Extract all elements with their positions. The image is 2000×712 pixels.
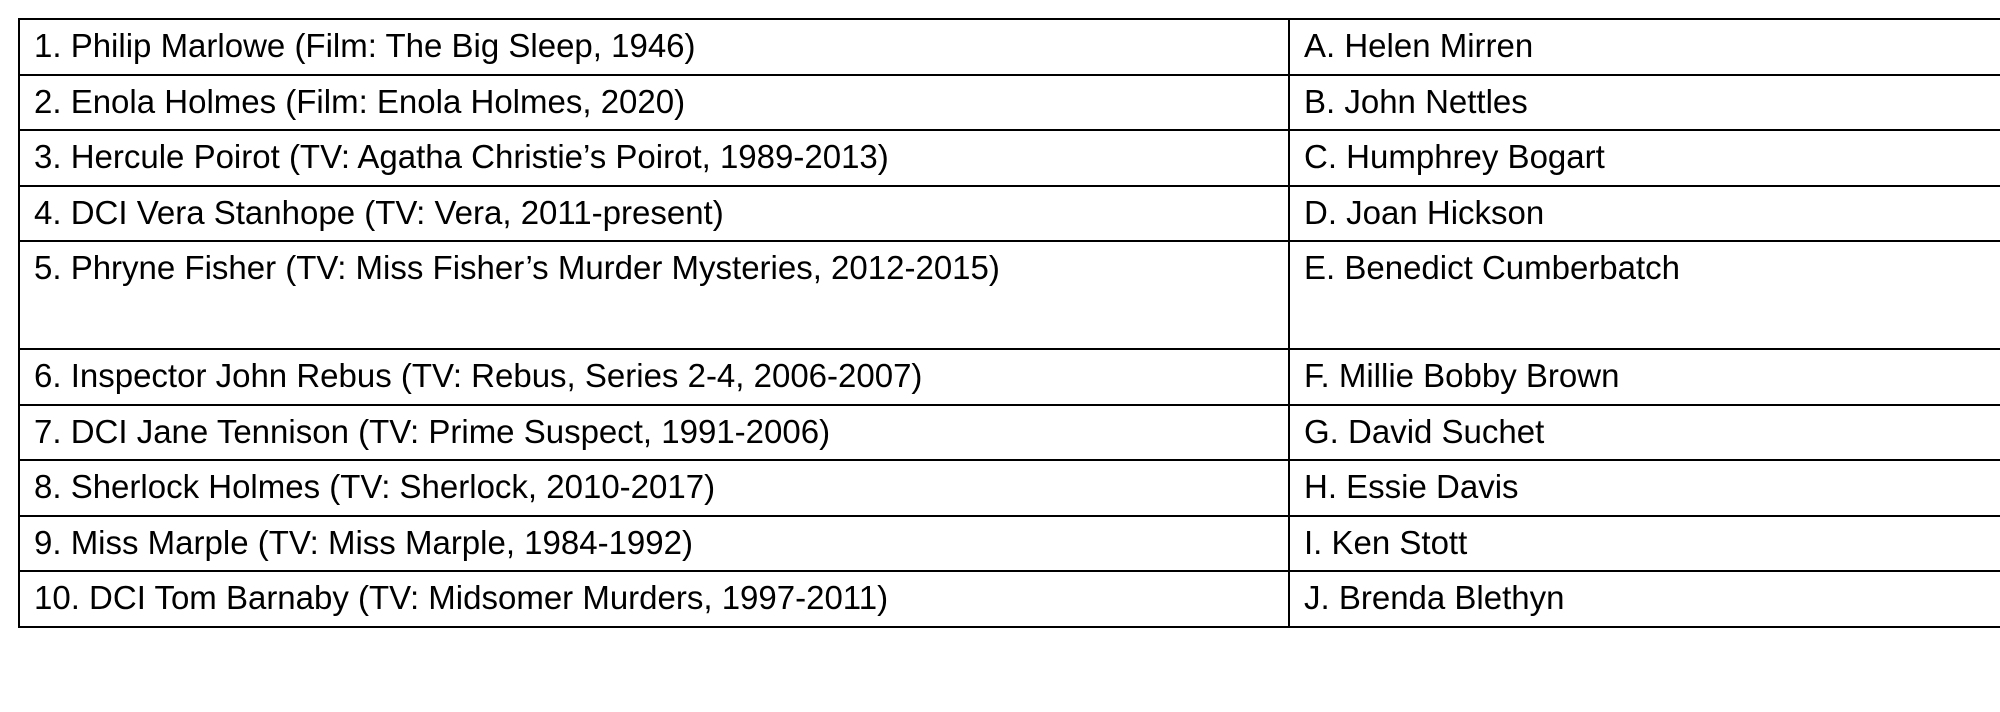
table-row bbox=[19, 19, 2000, 75]
character-cell: 7. DCI Jane Tennison (TV: Prime Suspect, 1991-2006) bbox=[19, 405, 1289, 461]
table-row bbox=[19, 130, 2000, 186]
character-cell: 5. Phryne Fisher (TV: Miss Fisher’s Murder Mysteries, 2012-2015) bbox=[19, 241, 1289, 349]
actor-cell: C. Humphrey Bogart bbox=[1289, 130, 2000, 186]
character-cell: 8. Sherlock Holmes (TV: Sherlock, 2010-2017) bbox=[19, 460, 1289, 516]
character-cell: 1. Philip Marlowe (Film: The Big Sleep, 1946) bbox=[19, 19, 1289, 75]
matching-table bbox=[18, 18, 2000, 628]
table-row bbox=[19, 571, 2000, 627]
actor-cell: I. Ken Stott bbox=[1289, 516, 2000, 572]
table-row bbox=[19, 75, 2000, 131]
table-row bbox=[19, 349, 2000, 405]
character-cell: 9. Miss Marple (TV: Miss Marple, 1984-1992) bbox=[19, 516, 1289, 572]
table-body bbox=[19, 19, 2000, 627]
actor-cell: E. Benedict Cumberbatch bbox=[1289, 241, 2000, 349]
actor-cell: G. David Suchet bbox=[1289, 405, 2000, 461]
actor-cell: H. Essie Davis bbox=[1289, 460, 2000, 516]
table-row bbox=[19, 460, 2000, 516]
table-row bbox=[19, 186, 2000, 242]
table-row bbox=[19, 516, 2000, 572]
actor-cell: J. Brenda Blethyn bbox=[1289, 571, 2000, 627]
actor-cell: B. John Nettles bbox=[1289, 75, 2000, 131]
character-cell: 3. Hercule Poirot (TV: Agatha Christie’s Poirot, 1989-2013) bbox=[19, 130, 1289, 186]
actor-cell: A. Helen Mirren bbox=[1289, 19, 2000, 75]
character-cell: 6. Inspector John Rebus (TV: Rebus, Series 2-4, 2006-2007) bbox=[19, 349, 1289, 405]
actor-cell: D. Joan Hickson bbox=[1289, 186, 2000, 242]
table-row bbox=[19, 405, 2000, 461]
actor-cell: F. Millie Bobby Brown bbox=[1289, 349, 2000, 405]
character-cell: 4. DCI Vera Stanhope (TV: Vera, 2011-present) bbox=[19, 186, 1289, 242]
character-cell: 10. DCI Tom Barnaby (TV: Midsomer Murders, 1997-2011) bbox=[19, 571, 1289, 627]
table-row bbox=[19, 241, 2000, 349]
character-cell: 2. Enola Holmes (Film: Enola Holmes, 2020) bbox=[19, 75, 1289, 131]
